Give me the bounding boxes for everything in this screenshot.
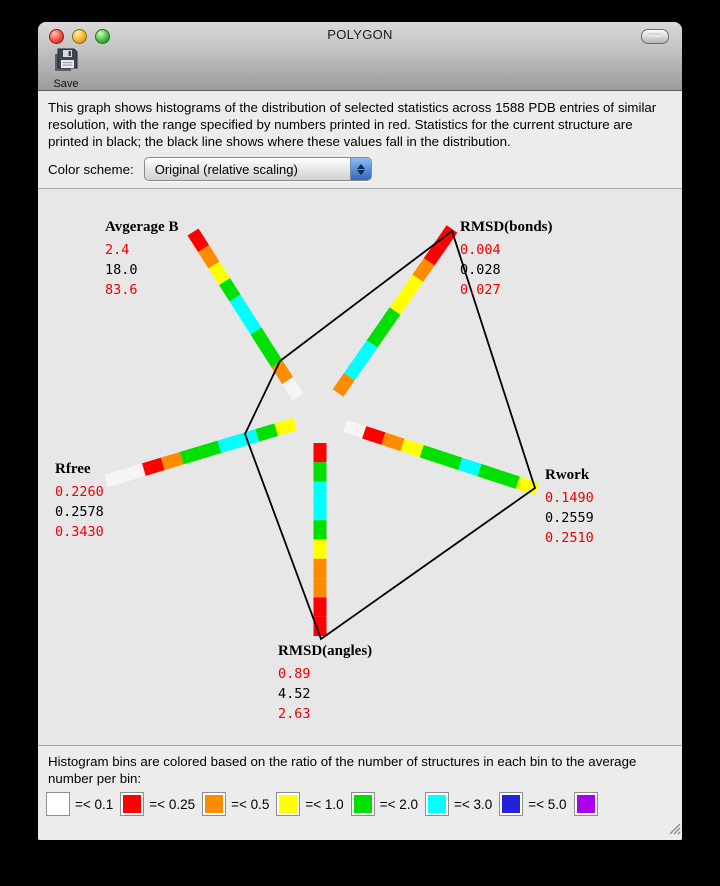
- histogram-bin-rwork: [403, 445, 422, 451]
- legend-bin-label: =< 2.0: [379, 796, 418, 812]
- histogram-bin-average-b: [214, 265, 225, 282]
- legend-swatch: [351, 792, 375, 816]
- legend-bins-row: [46, 792, 678, 816]
- legend-bin-label: =< 1.0: [305, 796, 344, 812]
- title-bar[interactable]: [38, 22, 682, 48]
- histogram-bin-average-b: [204, 249, 215, 266]
- histogram-bin-rmsd-bonds: [418, 262, 429, 278]
- legend-text: Histogram bins are colored based on the ratio of the number of structures in each bin to the average number per bin:: [48, 754, 637, 786]
- axis-name: Avgerage B: [105, 219, 179, 235]
- histogram-bin-rwork: [364, 432, 383, 438]
- histogram-bin-rfree: [106, 475, 125, 481]
- save-floppy-icon: [53, 48, 79, 77]
- axis-name: Rfree: [55, 461, 91, 477]
- histogram-bin-rwork: [422, 451, 441, 457]
- histogram-bin-rfree: [276, 424, 295, 430]
- histogram-bin-rwork: [345, 426, 364, 432]
- histogram-bin-rmsd-bonds: [384, 311, 395, 327]
- histogram-bin-average-b: [225, 282, 236, 299]
- histogram-bin-rfree: [182, 453, 201, 459]
- popup-stepper-icon: [350, 158, 371, 180]
- axis-label-average-b: [105, 217, 178, 300]
- polygon-window: [38, 22, 682, 840]
- histogram-bin-rwork: [383, 439, 402, 445]
- axis-max-value: 0.027: [460, 282, 501, 298]
- axis-min-value: 0.1490: [545, 490, 594, 506]
- legend-item: [351, 792, 425, 816]
- axis-max-value: 83.6: [105, 282, 138, 298]
- description-panel: [38, 91, 682, 189]
- window-chrome: [38, 22, 682, 91]
- axis-label-rmsd-bonds: [460, 217, 553, 300]
- axis-name: RMSD(bonds): [460, 219, 553, 235]
- axis-current-value: 0.028: [460, 262, 501, 278]
- polygon-plot-area: [38, 189, 682, 746]
- legend-item: [276, 792, 350, 816]
- axis-current-value: 0.2559: [545, 510, 594, 526]
- histogram-bin-rmsd-bonds: [338, 377, 349, 393]
- histogram-bin-average-b: [256, 331, 267, 348]
- legend-bin-label: =< 5.0: [528, 796, 567, 812]
- axis-current-value: 18.0: [105, 262, 138, 278]
- axis-label-rmsd-angles: [278, 641, 372, 724]
- description-text: This graph shows histograms of the distribution of selected statistics across 1588 PDB entries of similar resolution, with the range specified by numbers printed in red. Statistics for the current structure are printed in black; the black line shows where these values fall in the distribution.: [48, 100, 657, 149]
- histogram-bin-rmsd-bonds: [372, 327, 383, 343]
- color-scheme-select[interactable]: [144, 157, 372, 181]
- resize-grip-icon[interactable]: [667, 821, 681, 840]
- histogram-bin-rwork: [460, 464, 479, 470]
- histogram-bin-rfree: [125, 470, 144, 476]
- legend-item: [120, 792, 202, 816]
- legend-swatch: [425, 792, 449, 816]
- histogram-bin-average-b: [267, 348, 278, 365]
- axis-min-value: 2.4: [105, 242, 130, 258]
- legend-bin-label: =< 0.1: [75, 796, 114, 812]
- legend-panel: [38, 746, 682, 840]
- histogram-bin-rmsd-bonds: [361, 344, 372, 360]
- axis-min-value: 0.2260: [55, 484, 104, 500]
- legend-bin-label: =< 0.5: [231, 796, 270, 812]
- axis-label-rfree: [55, 459, 104, 542]
- histogram-bin-average-b: [288, 381, 299, 398]
- histogram-bin-rmsd-bonds: [349, 360, 360, 376]
- axis-max-value: 2.63: [278, 706, 311, 722]
- legend-item: [202, 792, 276, 816]
- histogram-bin-average-b: [277, 364, 288, 381]
- axis-current-value: 4.52: [278, 686, 311, 702]
- histogram-bin-rmsd-bonds: [406, 278, 417, 294]
- histogram-bin-rfree: [201, 447, 220, 453]
- histogram-bin-rwork: [479, 470, 498, 476]
- legend-swatch: [202, 792, 226, 816]
- legend-item: [425, 792, 499, 816]
- axis-current-value: 0.2578: [55, 504, 104, 520]
- legend-item: [499, 792, 573, 816]
- histogram-bin-rfree: [163, 458, 182, 464]
- save-button-label: Save: [53, 78, 79, 90]
- color-scheme-selected-value: Original (relative scaling): [154, 161, 298, 177]
- legend-swatch: [276, 792, 300, 816]
- window-title: POLYGON: [327, 27, 393, 42]
- legend-swatch: [499, 792, 523, 816]
- axis-name: Rwork: [545, 467, 590, 483]
- legend-bin-label: =< 0.25: [149, 796, 196, 812]
- histogram-bin-rfree: [144, 464, 163, 470]
- histogram-bin-average-b: [246, 315, 257, 332]
- legend-bin-label: =< 3.0: [453, 796, 493, 812]
- toolbar: [38, 48, 682, 90]
- axis-max-value: 0.3430: [55, 524, 104, 540]
- legend-swatch: [46, 792, 70, 816]
- axis-min-value: 0.004: [460, 242, 501, 258]
- histogram-bin-average-b: [193, 232, 204, 249]
- histogram-bin-rmsd-bonds: [395, 295, 406, 311]
- save-button[interactable]: [46, 48, 86, 88]
- histogram-bin-rfree: [219, 441, 238, 447]
- histogram-bin-rfree: [257, 430, 276, 436]
- legend-item: [46, 792, 120, 816]
- axis-name: RMSD(angles): [278, 643, 373, 659]
- color-scheme-label: Color scheme:: [48, 161, 134, 177]
- histogram-bin-rwork: [499, 476, 518, 482]
- axis-max-value: 0.2510: [545, 530, 594, 546]
- legend-swatch: [120, 792, 144, 816]
- axis-label-rwork: [545, 465, 594, 548]
- toolbar-toggle-button[interactable]: [641, 29, 669, 44]
- histogram-bin-rwork: [441, 458, 460, 464]
- histogram-bin-average-b: [235, 298, 246, 315]
- legend-item: [574, 792, 603, 816]
- legend-swatch: [574, 792, 598, 816]
- axis-min-value: 0.89: [278, 666, 311, 682]
